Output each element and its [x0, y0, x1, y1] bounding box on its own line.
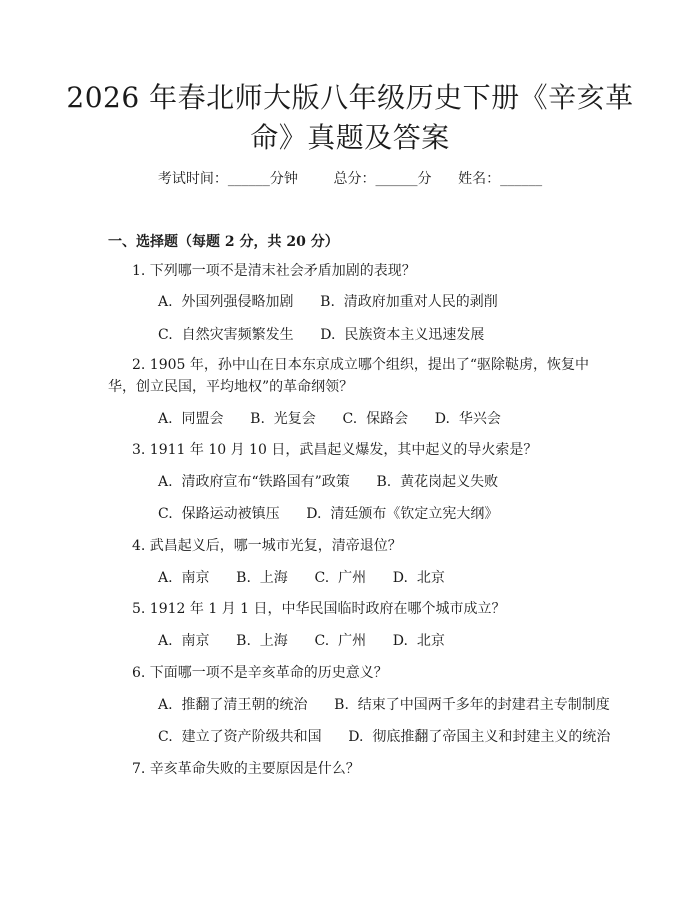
question-6-options-row-2: C. 建立了资产阶级共和国 D. 彻底推翻了帝国主义和封建主义的统治 — [158, 729, 611, 745]
question-5-stem: 5. 1912 年 1 月 1 日，中华民国临时政府在哪个城市成立？ — [132, 601, 506, 617]
question-2-stem-line-1: 2. 1905 年，孙中山在日本东京成立哪个组织，提出了“驱除鞑虏，恢复中 — [132, 357, 590, 373]
student-name: 姓名：______ — [458, 171, 543, 187]
question-3-options-row-2: C. 保路运动被镇压 D. 清廷颁布《钦定立宪大纲》 — [158, 506, 499, 522]
total-score: 总分：______分 — [333, 171, 432, 187]
question-4-options: A. 南京 B. 上海 C. 广州 D. 北京 — [158, 570, 445, 586]
section-heading: 一、选择题（每题 2 分，共 20 分） — [108, 234, 339, 250]
question-1-stem: 1. 下列哪一项不是清末社会矛盾加剧的表现？ — [132, 263, 416, 279]
question-3-options-row-1: A. 清政府宣布“铁路国有”政策 B. 黄花岗起义失败 — [158, 474, 499, 490]
question-7-stem: 7. 辛亥革命失败的主要原因是什么？ — [132, 761, 360, 777]
question-5-options: A. 南京 B. 上海 C. 广州 D. 北京 — [158, 633, 445, 649]
question-1-options-row-1: A. 外国列强侵略加剧 B. 清政府加重对人民的剥削 — [158, 294, 498, 310]
title-line-2: 命》真题及答案 — [250, 121, 450, 154]
question-1-options-row-2: C. 自然灾害频繁发生 D. 民族资本主义迅速发展 — [158, 327, 485, 343]
question-2-stem-line-2: 华，创立民国，平均地权”的革命纲领？ — [108, 379, 354, 395]
question-2-options: A. 同盟会 B. 光复会 C. 保路会 D. 华兴会 — [158, 411, 501, 427]
question-4-stem: 4. 武昌起义后，哪一城市光复，清帝退位？ — [132, 538, 402, 554]
page-title — [60, 78, 640, 158]
exam-meta — [0, 168, 700, 188]
title-line-1: 2026 年春北师大版八年级历史下册《辛亥革 — [66, 81, 634, 114]
question-3-stem: 3. 1911 年 10 月 10 日，武昌起义爆发，其中起义的导火索是？ — [132, 442, 538, 458]
question-6-stem: 6. 下面哪一项不是辛亥革命的历史意义？ — [132, 665, 388, 681]
question-6-options-row-1: A. 推翻了清王朝的统治 B. 结束了中国两千多年的封建君主专制制度 — [158, 697, 610, 713]
exam-time: 考试时间：______分钟 — [157, 171, 298, 187]
